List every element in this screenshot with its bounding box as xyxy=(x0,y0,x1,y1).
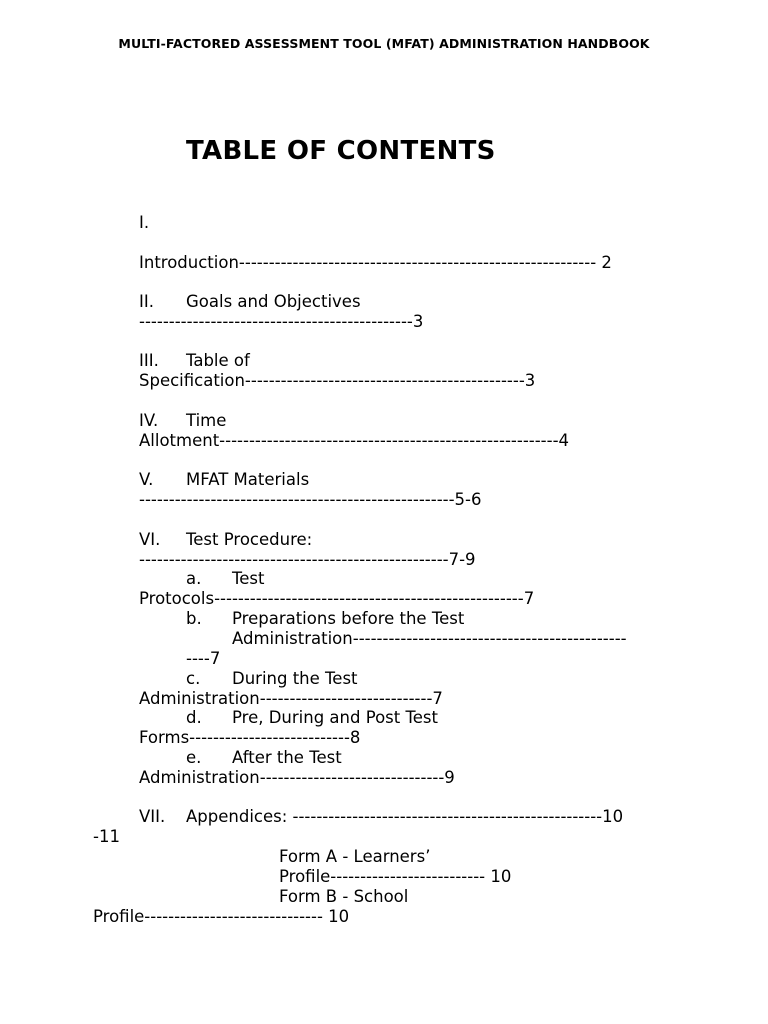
toc-subentry-a-leader: Protocols----------------------------------------------------7 xyxy=(139,589,535,608)
toc-entry-5-number: V. xyxy=(139,470,154,489)
toc-form-a-leader: Profile-------------------------- 10 xyxy=(279,867,512,886)
toc-entry-4-number: IV. xyxy=(139,411,159,430)
toc-subentry-d-title: Pre, During and Post Test xyxy=(232,708,438,727)
toc-subentry-e-leader: Administration-------------------------------9 xyxy=(139,768,455,787)
toc-entry-appendices-cont: -11 xyxy=(93,827,120,846)
toc-entry-introduction: Introduction------------------------------------------------------------ 2 xyxy=(139,253,612,272)
toc-entry-time-title: Time xyxy=(186,411,227,430)
toc-subentry-a-letter: a. xyxy=(186,569,202,588)
toc-entry-procedure-title: Test Procedure: xyxy=(186,530,313,549)
toc-entry-specification-title: Table of xyxy=(186,351,250,370)
toc-subentry-d-leader: Forms---------------------------8 xyxy=(139,728,361,747)
toc-subentry-c-letter: c. xyxy=(186,669,201,688)
toc-entry-3-number: III. xyxy=(139,351,159,370)
toc-subentry-c-leader: Administration-----------------------------7 xyxy=(139,689,443,708)
toc-entry-procedure-leader: ----------------------------------------------------7-9 xyxy=(139,550,476,569)
toc-entry-7-number: VII. xyxy=(139,807,166,826)
toc-entry-1-number: I. xyxy=(139,213,150,232)
toc-entry-6-number: VI. xyxy=(139,530,161,549)
toc-entry-goals-leader: ----------------------------------------------3 xyxy=(139,312,424,331)
toc-entry-goals-title: Goals and Objectives xyxy=(186,292,361,311)
toc-form-a-title: Form A - Learners’ xyxy=(279,847,431,866)
toc-entry-materials-title: MFAT Materials xyxy=(186,470,310,489)
toc-subentry-e-letter: e. xyxy=(186,748,202,767)
toc-subentry-b-line3: ----7 xyxy=(186,649,221,668)
toc-entry-time-leader: Allotment---------------------------------------------------------4 xyxy=(139,431,570,450)
toc-subentry-d-letter: d. xyxy=(186,708,202,727)
toc-entry-appendices: Appendices: ----------------------------------------------------10 xyxy=(186,807,624,826)
toc-subentry-a-title: Test xyxy=(232,569,265,588)
toc-subentry-e-title: After the Test xyxy=(232,748,342,767)
toc-form-b-title: Form B - School xyxy=(279,887,409,906)
page-title: TABLE OF CONTENTS xyxy=(186,136,496,166)
document-header: MULTI-FACTORED ASSESSMENT TOOL (MFAT) ADMINISTRATION HANDBOOK xyxy=(118,36,650,51)
toc-form-b-leader: Profile------------------------------ 10 xyxy=(93,907,350,926)
toc-entry-materials-leader: -----------------------------------------------------5-6 xyxy=(139,490,482,509)
toc-subentry-b-title: Preparations before the Test xyxy=(232,609,465,628)
toc-subentry-c-title: During the Test xyxy=(232,669,358,688)
toc-entry-2-number: II. xyxy=(139,292,154,311)
toc-subentry-b-letter: b. xyxy=(186,609,202,628)
toc-subentry-b-line2: Administration---------------------------------------------- xyxy=(232,629,627,648)
toc-entry-specification-leader: Specification-----------------------------------------------3 xyxy=(139,371,536,390)
